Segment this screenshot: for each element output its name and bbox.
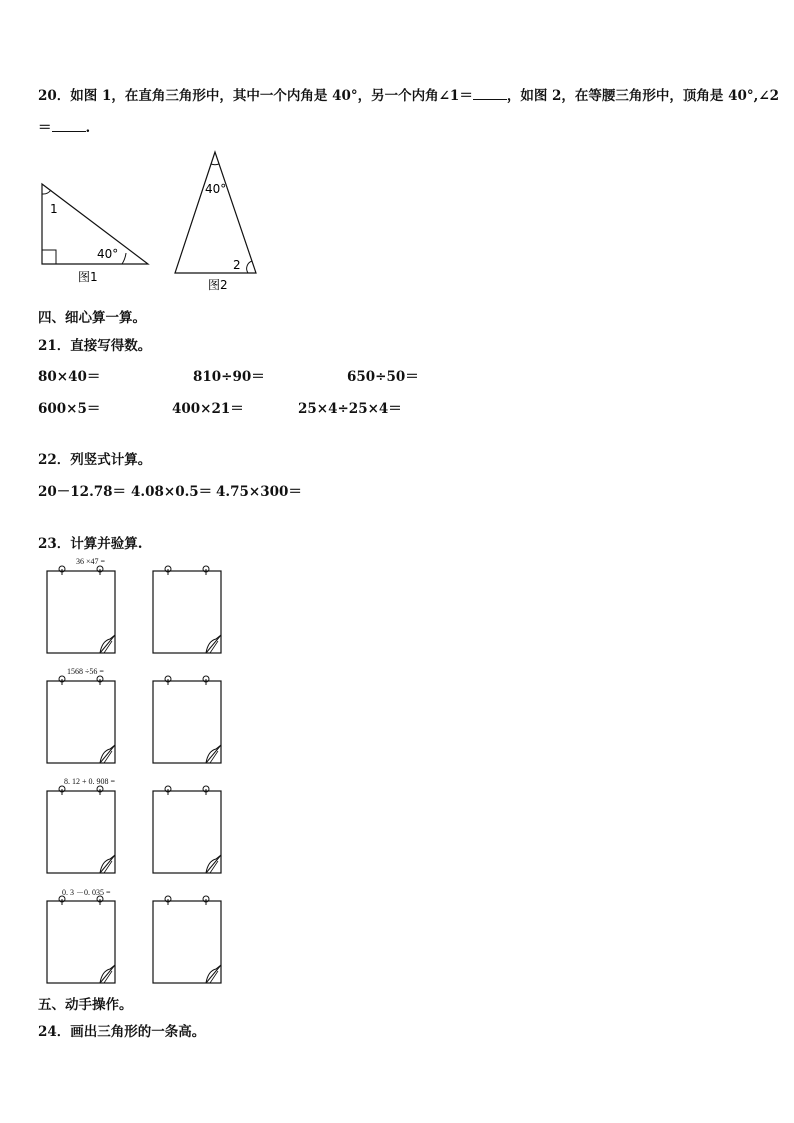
verify-notepad-4[interactable] — [152, 893, 224, 985]
q20-text-c: ＝ — [38, 120, 52, 136]
q24-title: 24．画出三角形的一条高。 — [38, 1024, 206, 1040]
figure-1-right-triangle — [30, 178, 160, 288]
q22-item-3: 4.75×300＝ — [216, 484, 302, 500]
q21-item-3: 650÷50＝ — [347, 369, 419, 385]
q20-line1 — [38, 84, 779, 104]
calc-notepad-3[interactable] — [46, 783, 118, 875]
q21-item-6: 25×4÷25×4＝ — [298, 401, 402, 417]
verify-notepad-3[interactable] — [152, 783, 224, 875]
fig1-angle1-label: 1 — [50, 202, 58, 216]
q21-item-4: 600×5＝ — [38, 401, 101, 417]
calc-notepad-2[interactable] — [46, 673, 118, 765]
pad-label-4: 0. 3 －0. 035 = — [62, 888, 111, 897]
pad-label-1: 36 ×47 = — [76, 557, 106, 566]
fig2-apex-label: 40° — [205, 182, 227, 196]
q22-title: 22．列竖式计算。 — [38, 452, 152, 468]
fig1-caption: 图1 — [78, 270, 98, 284]
angle2-answer-blank[interactable] — [52, 119, 86, 132]
figure-2-isosceles-triangle — [168, 148, 268, 296]
angle1-answer-blank[interactable] — [473, 87, 507, 100]
q21-item-1: 80×40＝ — [38, 369, 101, 385]
q21-item-5: 400×21＝ — [172, 401, 244, 417]
section-5-title: 五、动手操作。 — [38, 997, 133, 1013]
q20-line2 — [38, 116, 90, 136]
q22-item-2: 4.08×0.5＝ — [131, 484, 213, 500]
calc-notepad-1[interactable] — [46, 563, 118, 655]
verify-notepad-2[interactable] — [152, 673, 224, 765]
calc-notepad-4[interactable] — [46, 893, 118, 985]
q22-item-1: 20－12.78＝ — [38, 484, 127, 500]
q21-title: 21．直接写得数。 — [38, 338, 152, 354]
q21-item-2: 810÷90＝ — [193, 369, 265, 385]
fig2-angle2-label: 2 — [233, 258, 241, 272]
q23-title: 23．计算并验算. — [38, 536, 143, 552]
pad-label-3: 8. 12 + 0. 908 = — [64, 777, 116, 786]
q20-text-d: . — [85, 120, 91, 136]
section-4-title: 四、细心算一算。 — [38, 310, 146, 326]
fig1-angle40-label: 40° — [97, 247, 119, 261]
fig2-caption: 图2 — [208, 278, 228, 292]
q20-text-b: ，如图 2，在等腰三角形中，顶角是 40°,∠2 — [506, 88, 780, 104]
verify-notepad-1[interactable] — [152, 563, 224, 655]
q20-text-a: 20．如图 1，在直角三角形中，其中一个内角是 40°，另一个内角∠1＝ — [38, 88, 473, 104]
pad-label-2: 1568 ÷56 = — [67, 667, 104, 676]
